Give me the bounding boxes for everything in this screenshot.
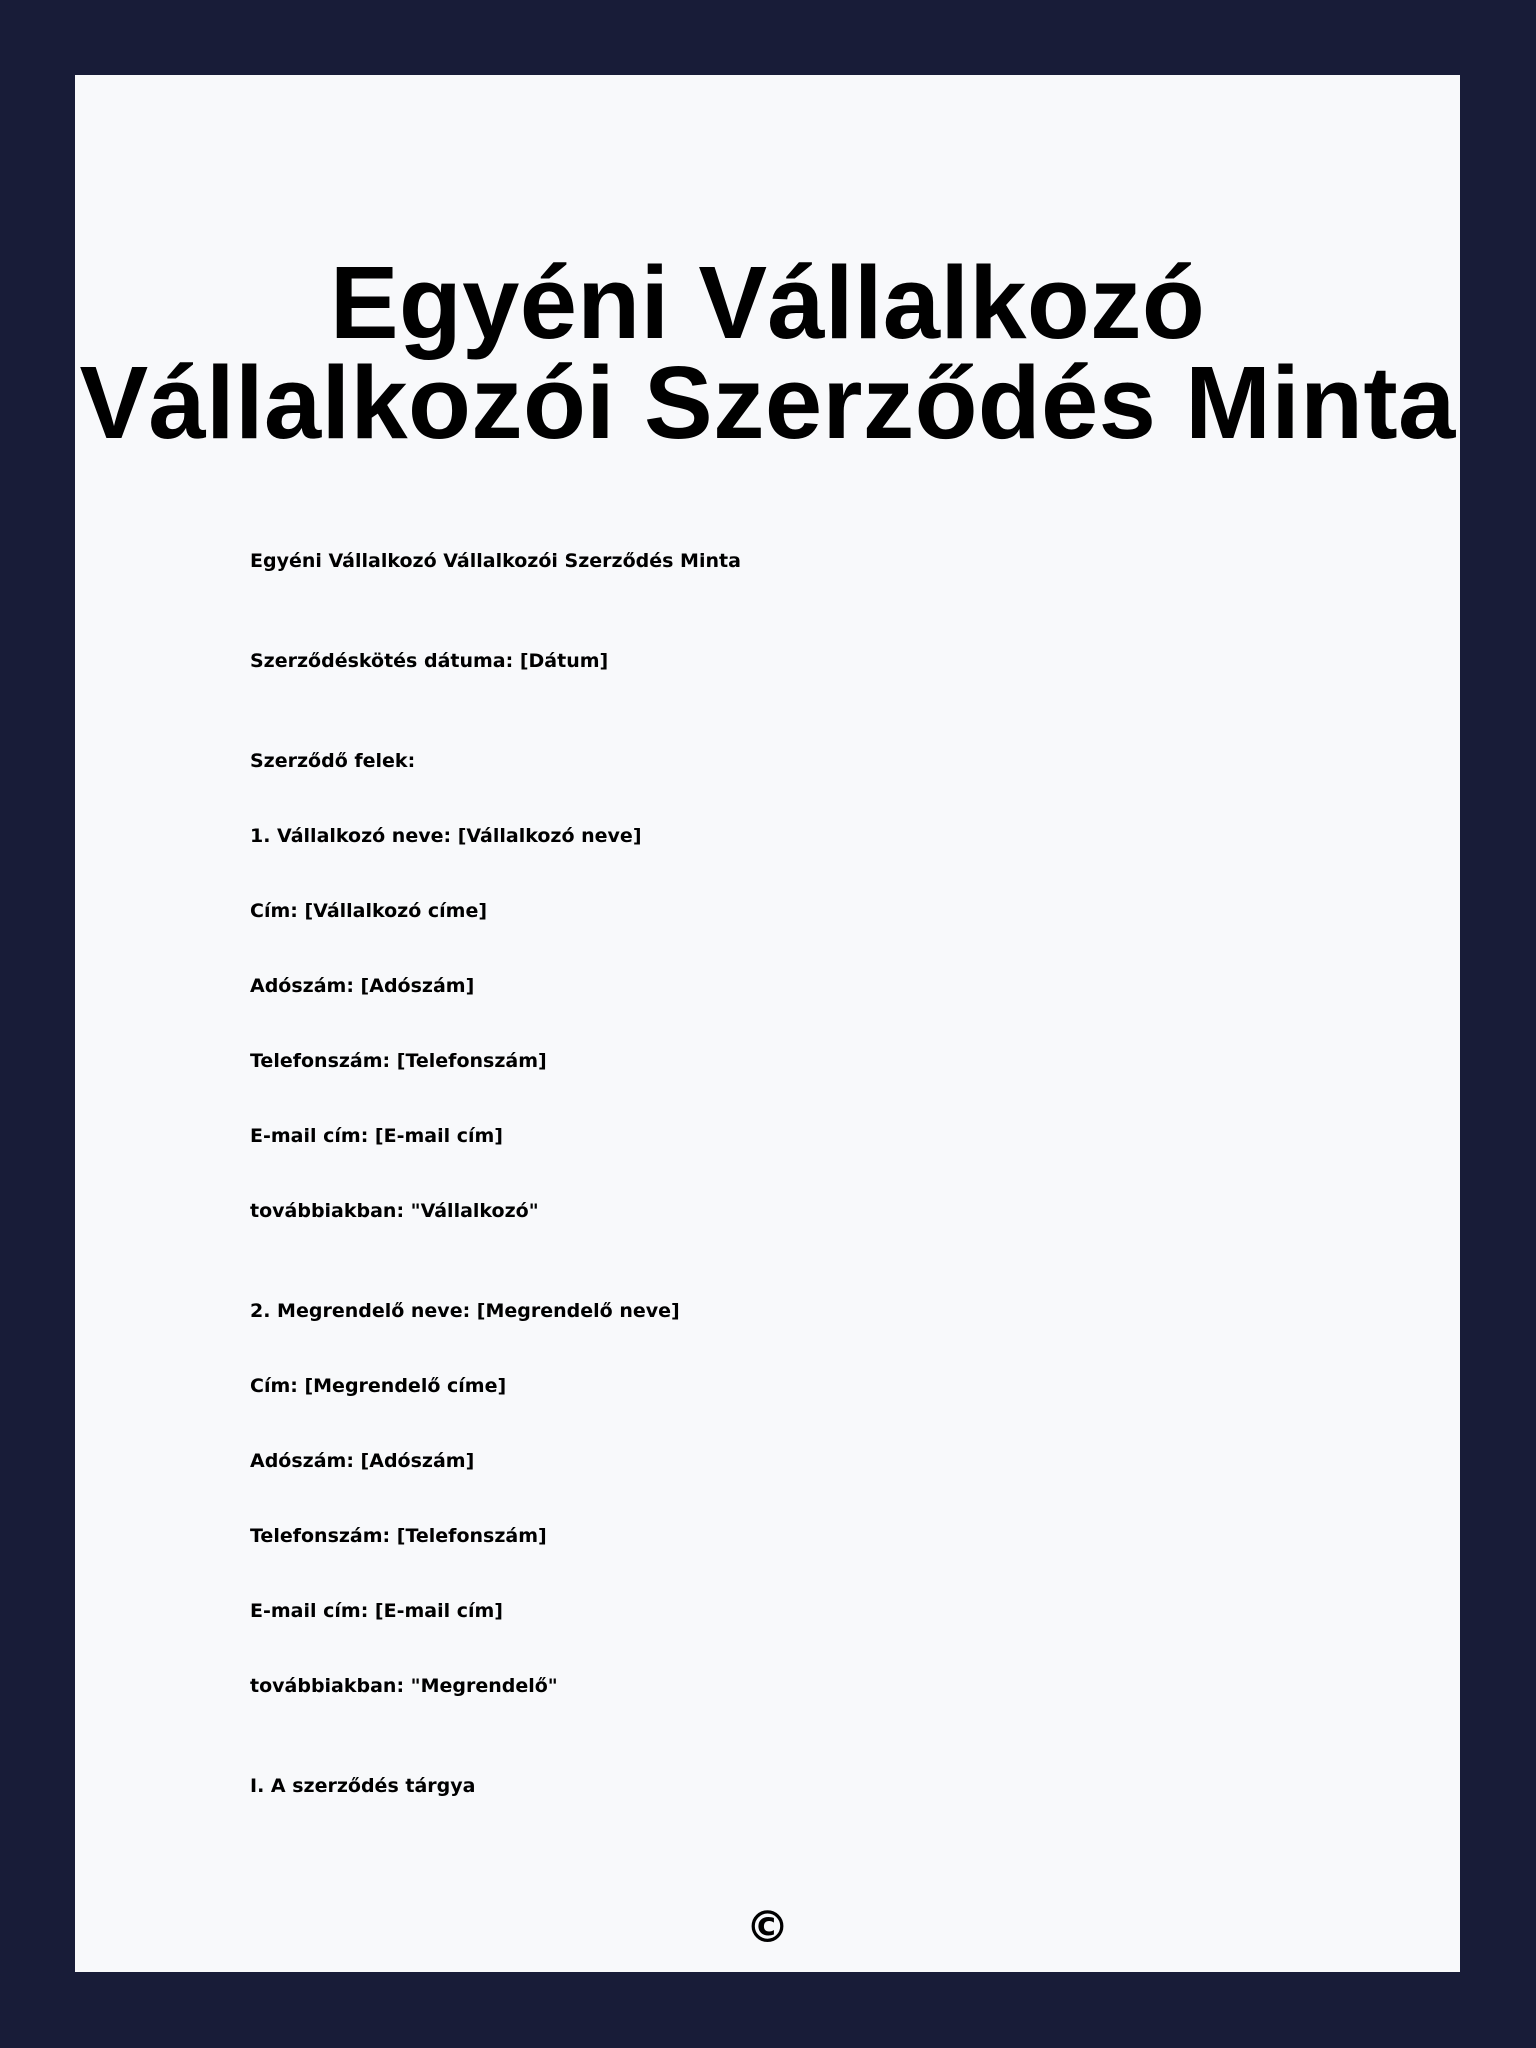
section-1-heading: I. A szerződés tárgya xyxy=(250,1775,476,1797)
client-address: Cím: [Megrendelő címe] xyxy=(250,1375,507,1397)
contract-date-line: Szerződéskötés dátuma: [Dátum] xyxy=(250,650,609,672)
contractor-alias: továbbiakban: "Vállalkozó" xyxy=(250,1200,539,1222)
client-alias: továbbiakban: "Megrendelő" xyxy=(250,1675,558,1697)
document-page xyxy=(75,75,1460,1972)
contractor-email: E-mail cím: [E-mail cím] xyxy=(250,1125,503,1147)
contractor-address: Cím: [Vállalkozó címe] xyxy=(250,900,488,922)
document-heading: Egyéni Vállalkozó Vállalkozói Szerződés Minta xyxy=(250,550,741,572)
copyright-icon: © xyxy=(745,1902,790,1953)
client-tax-number: Adószám: [Adószám] xyxy=(250,1450,475,1472)
contractor-phone: Telefonszám: [Telefonszám] xyxy=(250,1050,547,1072)
client-email: E-mail cím: [E-mail cím] xyxy=(250,1600,503,1622)
client-name: 2. Megrendelő neve: [Megrendelő neve] xyxy=(250,1300,680,1322)
client-phone: Telefonszám: [Telefonszám] xyxy=(250,1525,547,1547)
contractor-name: 1. Vállalkozó neve: [Vállalkozó neve] xyxy=(250,825,642,847)
parties-heading: Szerződő felek: xyxy=(250,750,416,772)
contractor-tax-number: Adószám: [Adószám] xyxy=(250,975,475,997)
document-title: Egyéni Vállalkozó Vállalkozói Szerződés Minta xyxy=(79,245,1456,460)
